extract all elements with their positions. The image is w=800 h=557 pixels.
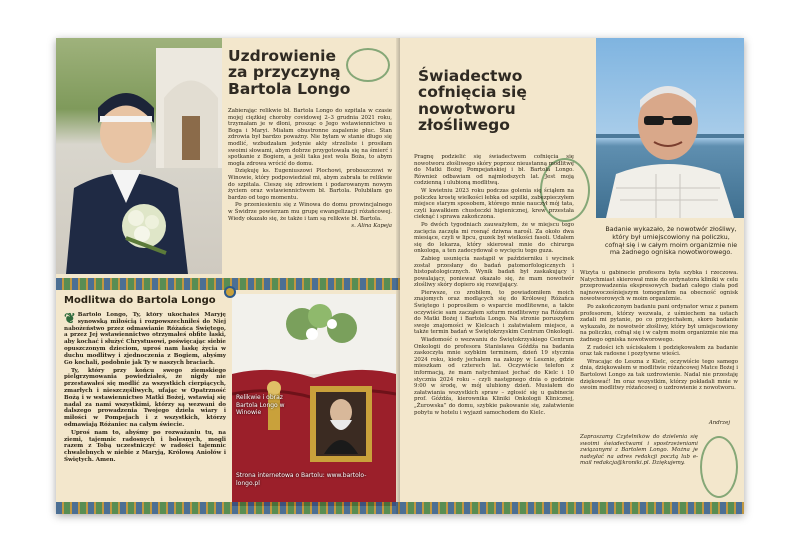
magazine-spread: [56, 38, 744, 514]
prayer-body: [64, 312, 226, 504]
right-title-line-2: cofnięcia się: [418, 83, 527, 102]
nun-photo: [56, 38, 222, 274]
prayer-paragraph: Ty, który przy końcu swego ziemskiego pielgrzymowania powiedziałeś, że nigdy nie przestawałeś się modlić za wszystkich cierpiących, zmarłych i nieszczęśliwych, ufając w Opatrzność Bożą i w wstawiennictwo Matki Bożej, wstawiaj się nadal za nami wszystkimi, którzy są wezwani do dalszego prowadzenia Twojego dzieła wiary i miłości w Pompejach i z wszystkich, którzy odmawiają Różaniec na całym świecie.: [64, 367, 226, 428]
relic-photo: [232, 294, 396, 506]
left-page: [56, 38, 400, 514]
closing-note: Zapraszamy Czytelników do dzielenia się swoimi świadectwami i spostrzeżeniami związanymi z Bartolem Longo. Można je nadsyłać na adres redakcji pocztą lub e-mail redakcja@kroniki.pl. Dziękujemy.: [580, 434, 698, 467]
relic-caption: Relikwie i obraz Bartola Longo w Winowie: [236, 394, 285, 416]
right-article-title: [418, 68, 598, 133]
article-paragraph: W kwietniu 2023 roku podczas golenia się ściąłem na policzku krostę wielkości łebka od szpilki, zabezpieczyłem miejsce starym sposobem, którego mnie nauczył mój tata, czyli kawałkiem chusteczki higienicznej, krew przestała cieknąć i sprawa zakończona.: [414, 187, 574, 221]
article-signature: Andrzej: [708, 420, 730, 426]
article-paragraph: Wracając do Leszna z Kielc, oczywiście tego samego dnia, dziękowałem w modlitwie różańcowej Matce Bożej i Bartolowi Longo za tak uzdrowienie. Nadal nie przestaję dziękować! Im oraz wszystkim, którzy pokładali mnie w swoim modlitwy różańcowej o uzdrowienie z nowotworu.: [580, 358, 738, 392]
right-title-line-4: złośliwego: [418, 115, 510, 134]
bottom-border: [400, 502, 744, 514]
man-photo: [596, 38, 744, 218]
left-title-line-3: Bartola Longo: [228, 79, 351, 98]
prayer-paragraph: ❦ Bartolo Longo, Ty, który ukochałeś Maryję synowską miłością i rozpowszechniłeś do Niej nabożeństwo przez odmawianie Różańca Świętego, a przez Jej wstawiennictwo otrzymałeś obfite łaski, aby kochać i służyć Chrystusowi, poświęcając siebie opuszczonym dzieciom, uproś nam łaskę życia w duchu modlitwy i zjednoczenia z Bogiem, abyśmy Go kochali, podobnie jak Ty w naszych braciach.: [64, 312, 226, 366]
prayer-paragraph: Uproś nam to, abyśmy po rozważaniu tu, na ziemi, tajemnic radosnych i bolesnych, mogli razem z Tobą uczestniczyć w radości tajemnic chwalebnych w niebie z Maryją, Królową Aniołów i Świętych. Amen.: [64, 429, 226, 464]
story-paragraph: Zabierając relikwie bł. Bartola Longo do szpitala w czasie mojej ciężkiej choroby covidowej 2–3 grudnia 2021 roku, trzymałam je w dłoni, prosząc o Jego wstawiennictwo u Boga i Maryi. Miałam obustronne zapalenie płuc. Stan zdrowia był bardzo poważny. Nie byłam w stanie długo się modlić, wzbudzałam jedynie akty strzeliste i prosiłam swoimi słowami, abym dobrze przygotowała się na śmierć i spotkanie z Bogiem, a jeśli taka jest wola Boża, to abym mogła zdrowa wrócić do domu.: [228, 108, 392, 167]
article-paragraph: Zabieg usunięcia nastąpił w październiku i wycinek został przesłany do badań patomorfologicznych i histopatologicznych. Wynik badań był zaskakujący i powalający, ponieważ okazało się, że mam nowotwór złośliwy skóry dopiero się rozwijający.: [414, 255, 574, 289]
article-paragraph: Po dwóch tygodniach zauważyłem, że w miejscu tego zacięcia zaczęła mi rosnąć dziwna narośl. Za około dwa miesiące, czyli w lipcu, guzek był wielkości fasoli. Udałem się do lekarza, który skierował mnie do chirurga onkologa, a ten zadecydował o wycięciu tego guza.: [414, 221, 574, 255]
right-column-1: [414, 154, 574, 504]
article-paragraph: Pierwsze, co zrobiłem, to powiadomiłem moich znajomych oraz modlących się do Królowej Różańca Świętego i poprosiłem o wsparcie modlitewne, a także oczywiście sam zacząłem szturm modlitewny na Różańcu do Matki Bożej i Bartola Longo. Na stronie poruszyłem swoje znajomości w Kielcach i załatwiałem miejsce, a także termin badań w Świętokrzyskim Centrum Onkologii.: [414, 289, 574, 336]
right-page: [400, 38, 744, 514]
story-signature: s. Alina Kapeja: [351, 223, 392, 230]
article-paragraph: Wiadomość o wezwaniu do Świętokrzyskiego Centrum Onkologii do profesora Stanisława Góźdźa na badania zaskoczyła mnie szybkim terminem, dzień 19 stycznia 2024 roku, kiedy jechałem na zakupy w Lesznie, gdzie mieszkam od czterech lat. Oczywiście telefon z informacją, że mam natychmiast jechać do Kielc i 10 stycznia 2024 roku – czyli następnego dnia o godzinie 9:00 w środę, w mój ulubiony dzień. Musiałem do załatwiania wszystkich spraw – zgłosić się u gabinecie prof. Góźdźa, kierownika Kliniki Onkologii Klinicznej, „Żurowska” do domu, szybkie pakowanie się, załatwienie pobytu w hotelu i wyjazd samochodem do Kielc.: [414, 337, 574, 416]
bottom-border: [56, 502, 400, 514]
nun-illustration: [56, 38, 222, 274]
article-paragraph: Pragnę podzielić się świadectwem cofnięcia się nowotworu złośliwego skóry poprzez nieustanną modlitwę do Matki Bożej Pompejańskiej i bł. Bartola Longo. Również odbawiam od najmłodszych lat. Jest moją codzienną i ulubioną modlitwą.: [414, 154, 574, 187]
left-title-line-2: za przyczyną: [228, 63, 341, 82]
right-title-line-1: Świadectwo: [418, 67, 523, 85]
story-paragraph: Po przeniesieniu się z Winowa do domu prowincjalnego w Świdrze powierzam mu grupę ewangelizacji różańcowej. Wiedy okazało się, że także i tam są relikwie bł. Bartola.: [228, 202, 392, 222]
ornament-medallion: [226, 288, 234, 296]
story-paragraph: Dziękuję ks. Eugeniuszowi Plochowi, proboszczowi w Winowie, który podpowiedział mi, abym zabrała te relikwie do szpitala. Cieszę się zdrowiem i podarowanym nowym życiem oraz wstawiennictwem bł. Bartola. Polubiłam go bardzo od tego momentu.: [228, 168, 392, 201]
article-paragraph: Wizyta u gabinecie profesora była szybka i rzeczowa. Natychmiast skierował mnie do ordynatora kliniki w celu przeprowadzenia ekspresowych badań całego ciała pod najnowocześniejszym tomografem na obecność ognisk nowotworowych w moim organizmie.: [580, 270, 738, 303]
vine-ornament: [346, 48, 390, 82]
article-paragraph: Po zakończonym badaniu pani ordynator wraz z panem profesorem, którzy wezwała, z uśmiechem na ustach zadali mi pytanie, po co przyjechałem, skoro badanie wykazało, że nowotwór złośliwy, który był umiejscowiony na policzku, cofnął się i w całym moim organizmie nie ma żadnego ogniska nowotworowego.: [580, 303, 738, 343]
man-illustration: [596, 38, 744, 218]
prayer-drop-cap: ❦: [64, 312, 76, 327]
pull-quote: Badanie wykazało, że nowotwór złośliwy, który był umiejscowiony na policzku, cofnął się i w całym moim organizmie nie ma żadnego ogniska nowotworowego.: [604, 225, 738, 257]
article-paragraph: Z radości ich uściskałem i podziękowałem za badanie oraz tak radosne i pozytywne wieści.: [580, 344, 738, 358]
vine-ornament: [700, 436, 738, 498]
right-column-2: [580, 270, 738, 418]
right-title-line-3: nowotworu: [418, 99, 516, 118]
prayer-title: Modlitwa do Bartola Longo: [64, 295, 216, 306]
website-caption: Strona internetowa o Bartolu: www.bartolo-longo.pl: [236, 472, 367, 487]
left-title-line-1: Uzdrowienie: [228, 47, 337, 65]
left-story-body: [228, 108, 392, 276]
